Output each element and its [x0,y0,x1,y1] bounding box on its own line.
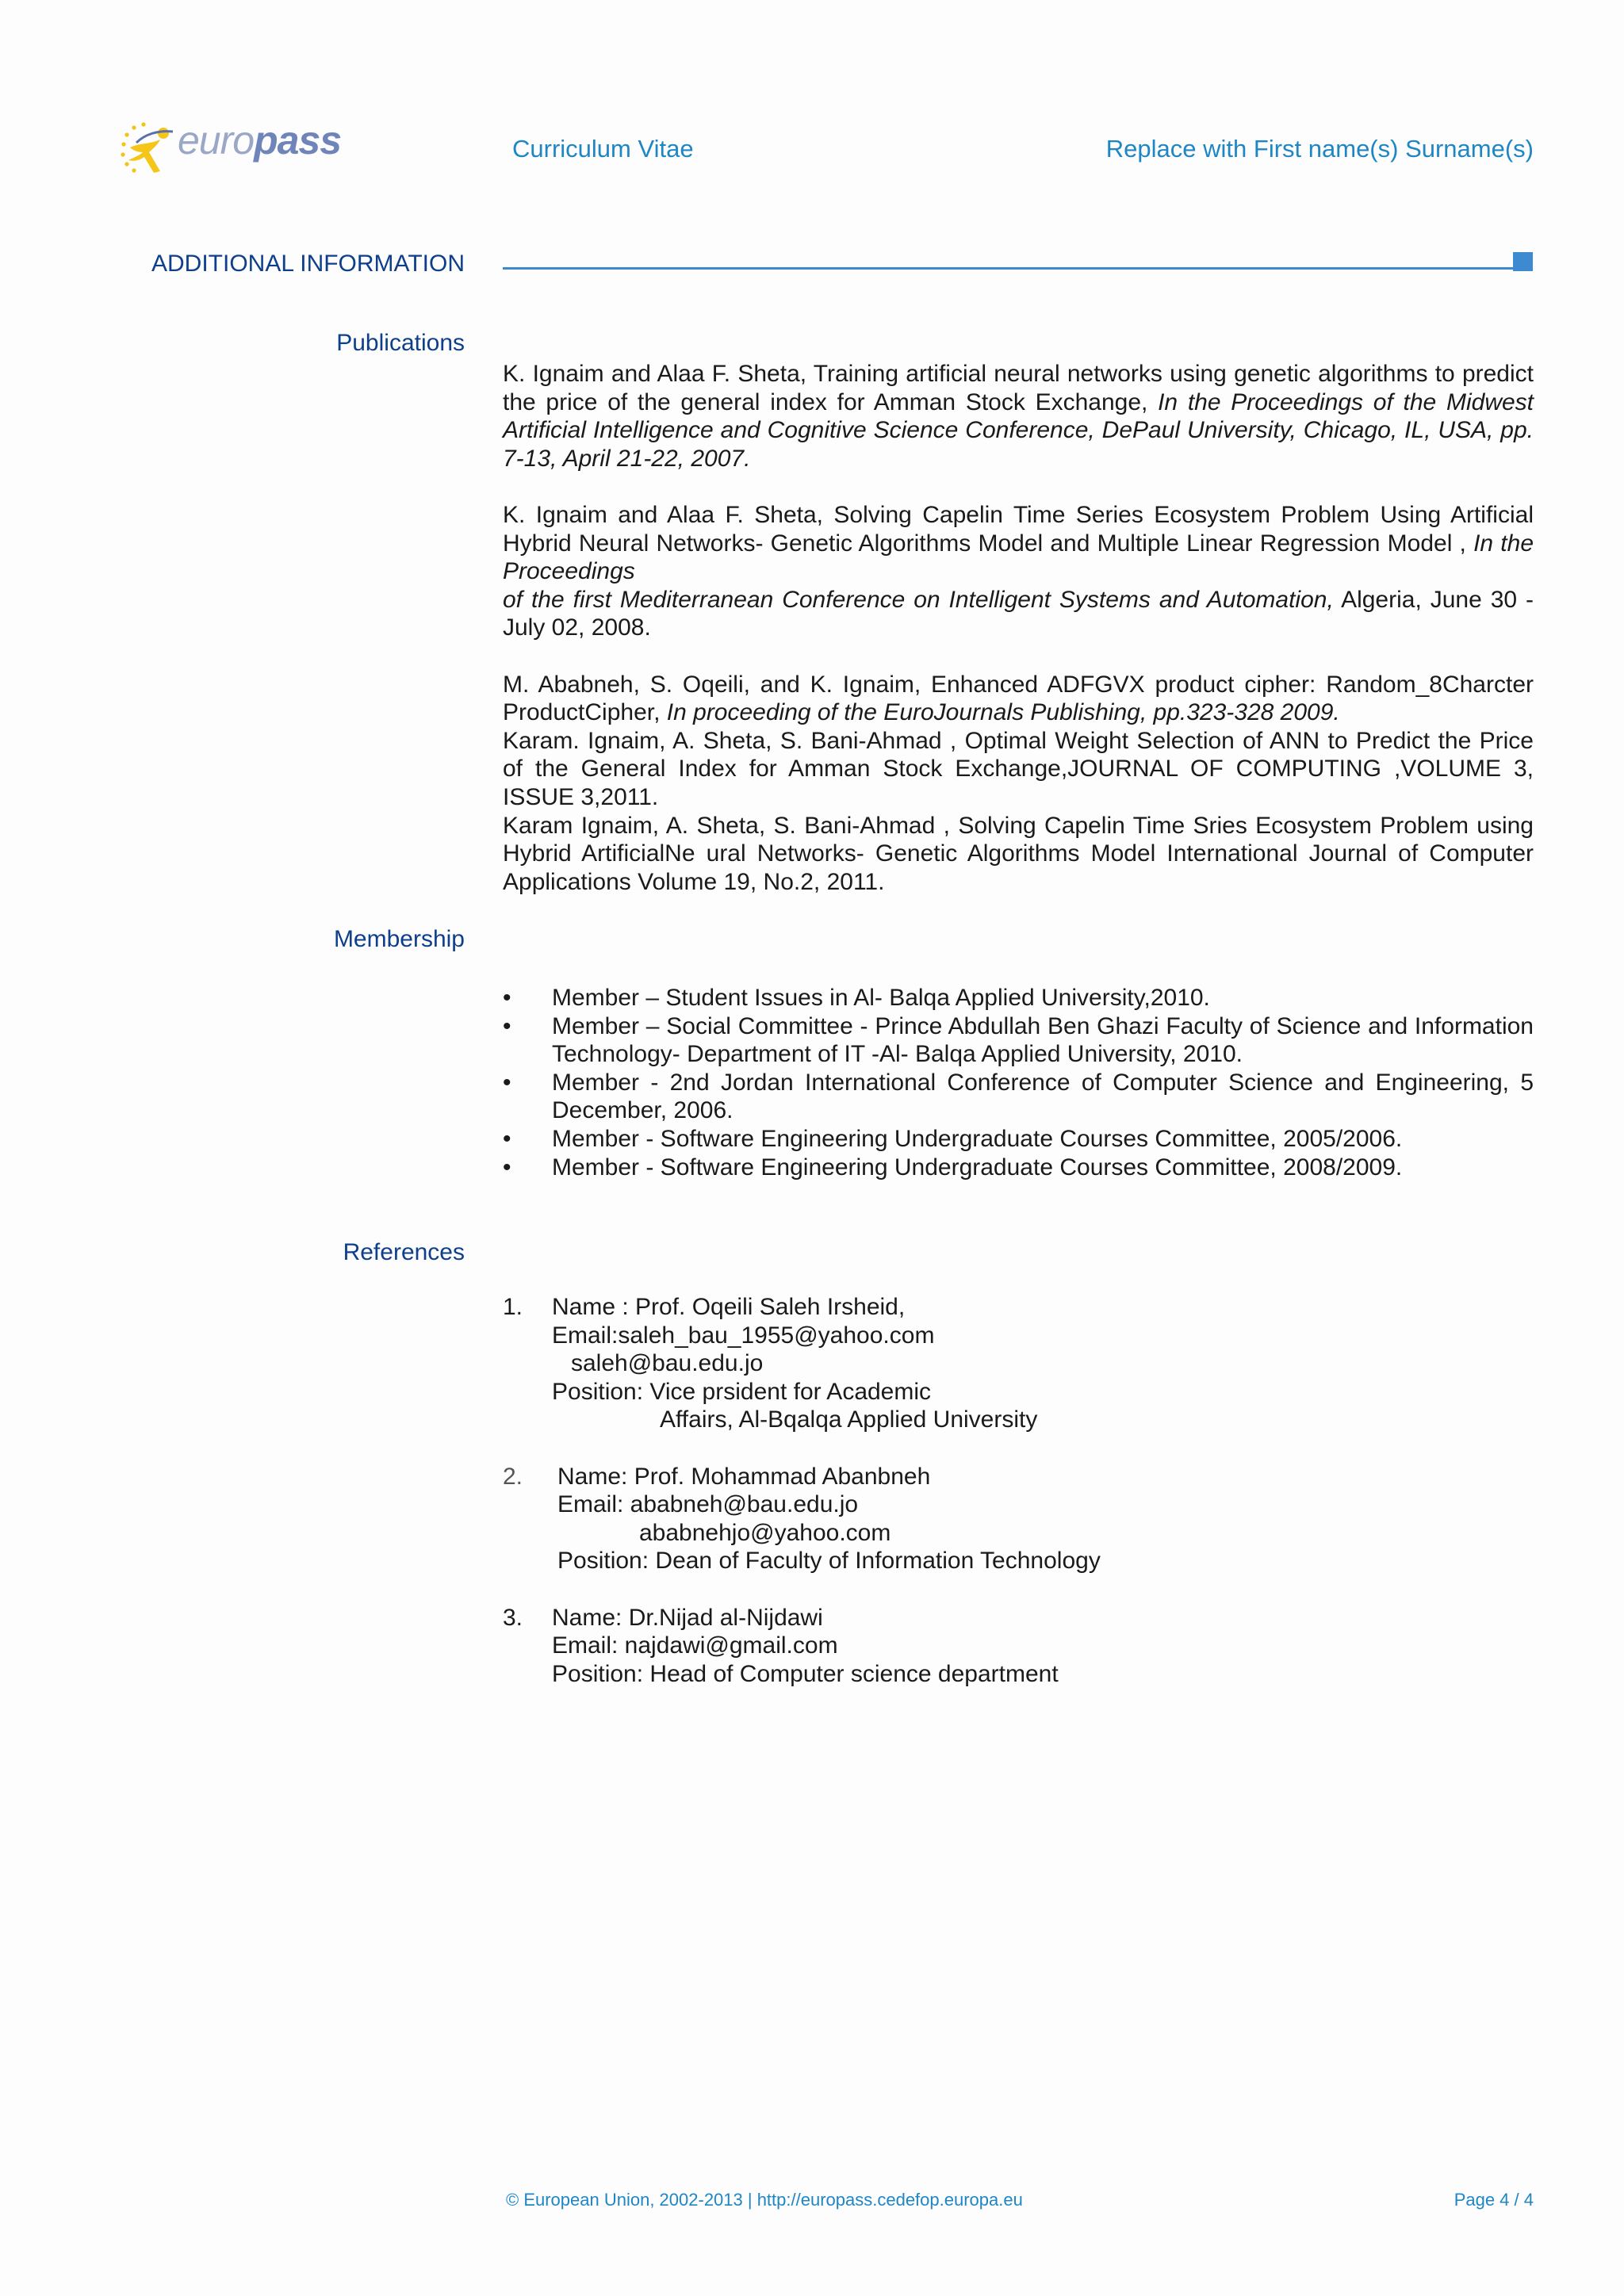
publication-2: K. Ignaim and Alaa F. Sheta, Solving Capelin Time Series Ecosystem Problem Using Artificial Hybrid Neural Networks- Genetic Algorithms Model and Multiple Linear Regression Model , In the Proceedings of the first Mediterranean Conference on Intelligent Systems and Automation, Algeria, June 30 - July 02, 2008. [503,501,1534,641]
publication-1: K. Ignaim and Alaa F. Sheta, Training artificial neural networks using genetic algorithms to predict the price of the general index for Amman Stock Exchange, In the Proceedings of the Midwest Artificial Intelligence and Cognitive Science Conference, DePaul University, Chicago, IL, USA, pp. 7-13, April 21-22, 2007. [503,361,1534,472]
references-list [503,1293,1534,1716]
reference-1 [503,1293,1534,1434]
list-item: • Member - Software Engineering Undergraduate Courses Committee, 2008/2009. [503,1154,1534,1182]
section-marker-icon [1513,252,1533,271]
europass-logo [113,113,343,184]
reference-position-cont: Affairs, Al-Bqalqa Applied University [660,1406,1038,1433]
reference-name: Name: Prof. Mohammad Abanbneh [557,1463,931,1490]
reference-2 [503,1463,1534,1575]
list-item: • Member - 2nd Jordan International Conference of Computer Science and Engineering, 5 December, 2006. [503,1069,1534,1125]
footer-page-number: Page 4 / 4 [1454,2190,1534,2210]
publication-5: Karam Ignaim, A. Sheta, S. Bani-Ahmad , Solving Capelin Time Sries Ecosystem Problem using Hybrid ArtificialNe ural Networks- Genetic Algorithms Model International Journal of Computer Applications Volume 19, No.2, 2011. [503,812,1534,895]
membership-label: Membership [333,926,465,952]
reference-email-alt: ababnehjo@yahoo.com [639,1519,891,1546]
reference-number: 3. [503,1604,523,1631]
reference-number: 2. [503,1463,523,1490]
footer-copyright: © European Union, 2002-2013 | http://europass.cedefop.europa.eu [506,2190,1023,2210]
name-placeholder: Replace with First name(s) Surname(s) [1105,135,1534,163]
reference-position: Position: Vice prsident for Academic [552,1378,932,1405]
section-divider [503,267,1513,270]
list-item: • Member - Software Engineering Undergraduate Courses Committee, 2005/2006. [503,1125,1534,1154]
membership-list [503,984,1534,1181]
list-item: • Member – Student Issues in Al- Balqa Applied University,2010. [503,984,1534,1012]
reference-number: 1. [503,1294,523,1320]
section-title: ADDITIONAL INFORMATION [151,251,465,277]
reference-email: Email:saleh_bau_1955@yahoo.com [552,1322,935,1349]
list-item: • Member – Social Committee - Prince Abdullah Ben Ghazi Faculty of Science and Information Technology- Department of IT -Al- Balqa Applied University, 2010. [503,1012,1534,1069]
europass-wordmark: europass [178,118,342,163]
reference-3 [503,1604,1534,1689]
cv-title: Curriculum Vitae [512,135,694,163]
publication-4: Karam. Ignaim, A. Sheta, S. Bani-Ahmad , Optimal Weight Selection of ANN to Predict the Price of the General Index for Amman Stock Exchange,JOURNAL OF COMPUTING ,VOLUME 3, ISSUE 3,2011. [503,727,1534,810]
reference-name: Name: Dr.Nijad al-Nijdawi [552,1604,823,1631]
publications-list [503,360,1534,896]
reference-position: Position: Dean of Faculty of Information Technology [557,1548,1101,1575]
reference-email: Email: najdawi@gmail.com [552,1632,838,1659]
reference-email-alt: saleh@bau.edu.jo [571,1350,764,1377]
publications-label: Publications [336,330,465,356]
reference-name: Name : Prof. Oqeili Saleh Irsheid, [552,1294,906,1320]
reference-email: Email: ababneh@bau.edu.jo [557,1491,859,1518]
reference-position: Position: Head of Computer science department [552,1660,1059,1687]
europass-figure-icon [113,113,184,184]
publication-3: M. Ababneh, S. Oqeili, and K. Ignaim, Enhanced ADFGVX product cipher: Random_8Charcter ProductCipher, In proceeding of the EuroJournals Publishing, pp.323-328 2009. [503,671,1534,726]
references-label: References [343,1239,465,1265]
